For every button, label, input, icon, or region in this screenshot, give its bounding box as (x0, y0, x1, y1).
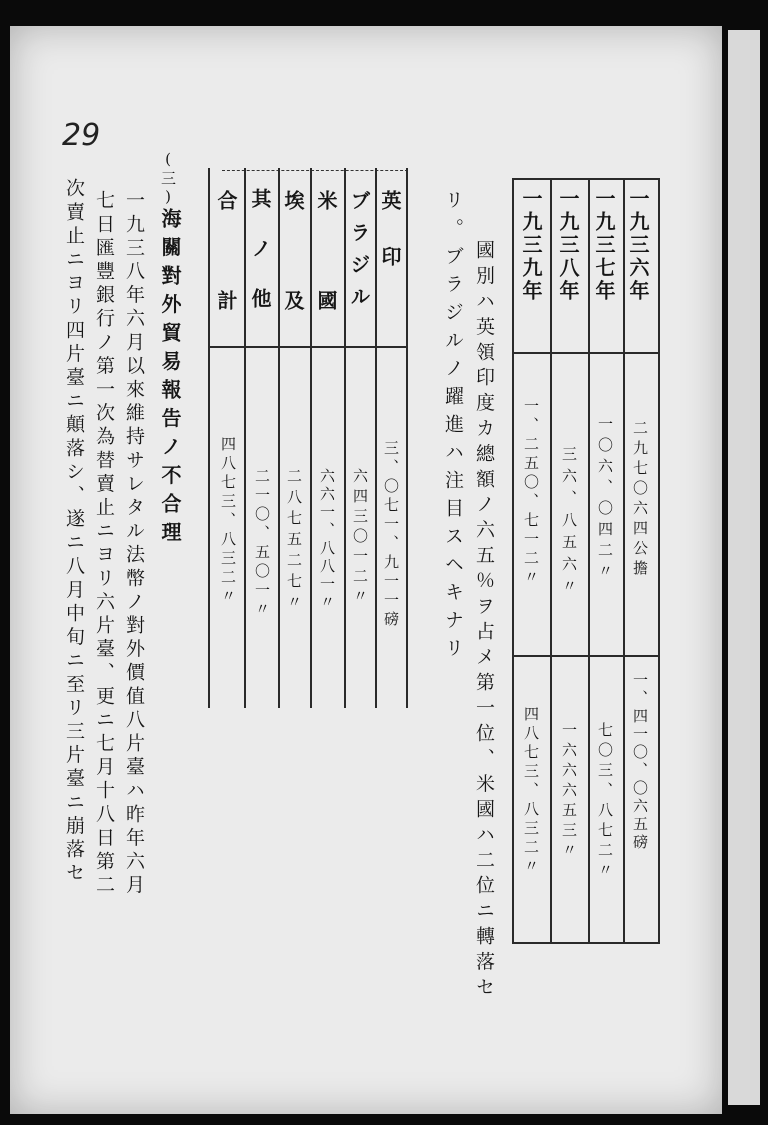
year-value-2: 四八七三、八三二〃 (522, 706, 540, 877)
country-value: 六四三〇一二〃 (351, 468, 369, 608)
year-cell: 一九三六年 (626, 188, 650, 303)
country-label: 合計 (214, 190, 238, 390)
year-cell: 一九三八年 (556, 188, 580, 303)
year-value-1: 三六、八五六〃 (560, 446, 578, 600)
year-value-2: 七〇三、八七二〃 (596, 722, 614, 882)
country-label: 英印 (378, 190, 402, 302)
country-label: 米國 (314, 190, 338, 390)
page-number: 29 (62, 118, 101, 153)
body-line-1: 一九三八年六月以來維持サレタル法幣ノ對外價值八片臺ハ昨年六月 (123, 190, 145, 898)
year-value-2: 一六六六五三〃 (560, 722, 578, 862)
country-value: 二八七五二七〃 (285, 468, 303, 615)
year-value-2: 一、四一〇、〇六五磅 (631, 672, 649, 852)
year-value-1: 一、二五〇、七一二〃 (522, 398, 540, 588)
text-line-2: リ。ブラジルノ躍進ハ注目スヘキナリ (442, 190, 464, 666)
body-line-2: 七日匯豐銀行ノ第一次為替賣止ニヨリ六片臺、更ニ七月十八日第二 (93, 190, 115, 898)
country-label: 埃及 (281, 190, 305, 390)
year-cell: 一九三七年 (592, 188, 616, 303)
section-number: (三) (159, 150, 177, 208)
country-label: ブラジル (347, 190, 371, 318)
year-value-1: 二九七〇六四公擔 (631, 420, 649, 580)
year-cell: 一九三九年 (519, 188, 543, 303)
country-value: 二一〇、五〇一〃 (253, 468, 271, 620)
section-heading: 海關對外貿易報告ノ不合理 (158, 208, 182, 550)
country-value: 四八七三、八三二〃 (219, 436, 237, 607)
year-value-1: 一〇六、〇四二〃 (596, 416, 614, 584)
text-line-1: 國別ハ英領印度カ總額ノ六五％ヲ占メ第一位、米國ハ二位ニ轉落セ (473, 240, 495, 1002)
country-value: 三、〇七一、九一一磅 (382, 440, 400, 630)
adjacent-page-edge (728, 30, 760, 1105)
country-label: 其ノ他 (248, 188, 272, 338)
body-line-3: 次賣止ニヨリ四片臺ニ顛落シ、遂ニ八月中旬ニ至リ三片臺ニ崩落セ (63, 178, 85, 886)
country-value: 六六一、八八一〃 (318, 468, 336, 612)
